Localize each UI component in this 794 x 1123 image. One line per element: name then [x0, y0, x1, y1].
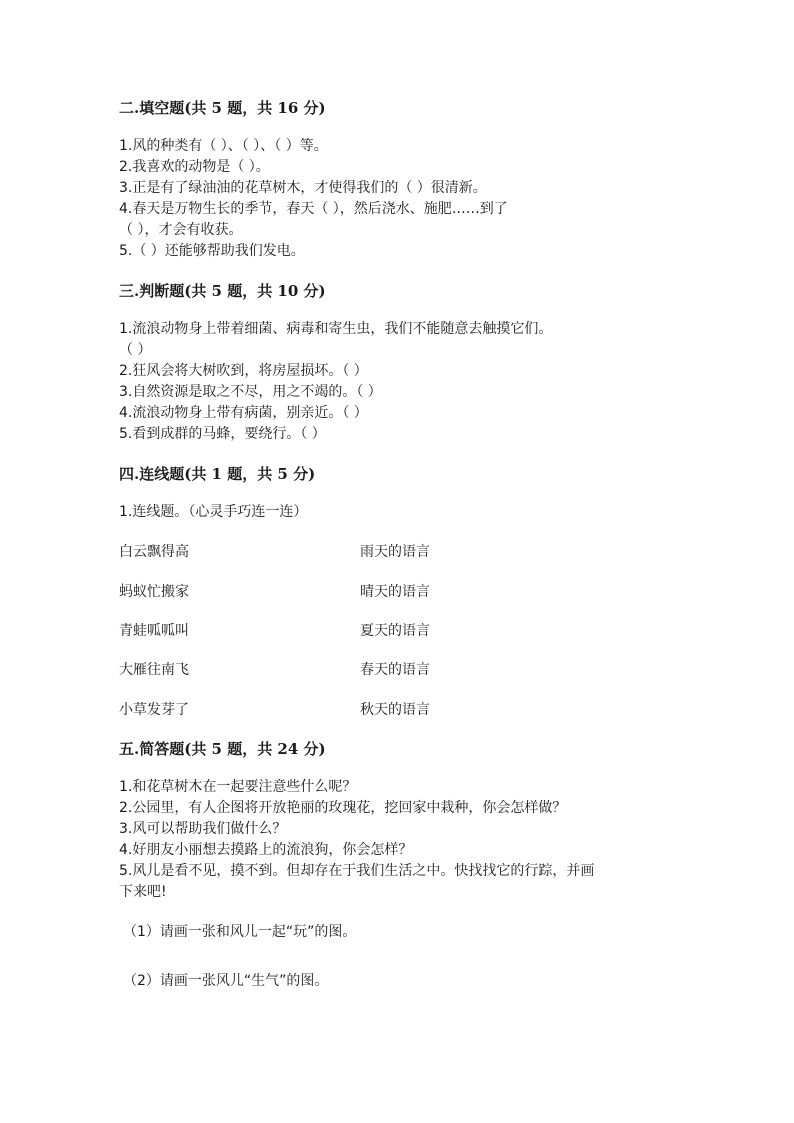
matching-right-item: 春天的语言 — [360, 662, 430, 678]
short-answer-line: 1.和花草树木在一起要注意些什么呢？ — [119, 779, 357, 795]
section-title-fill-blank: 二.填空题(共 5 题，共 16 分) — [119, 99, 326, 117]
short-answer-sub-item: （2）请画一张风儿“生气”的图。 — [123, 973, 329, 989]
short-answer-line: 5.风儿是看不见，摸不到。但却存在于我们生活之中。快找找它的行踪，并画 — [119, 863, 595, 879]
matching-prompt: 1.连线题。（心灵手巧连一连） — [119, 504, 308, 520]
short-answer-line: 3.风可以帮助我们做什么？ — [119, 821, 287, 837]
fill-blank-line: 2.我喜欢的动物是（ ）。 — [119, 159, 270, 175]
matching-left-item: 白云飘得高 — [119, 544, 189, 560]
short-answer-line: 下来吧! — [119, 884, 167, 900]
true-false-line: 1.流浪动物身上带着细菌、病毒和寄生虫，我们不能随意去触摸它们。 — [119, 321, 553, 337]
true-false-line: 3.自然资源是取之不尽，用之不竭的。（ ） — [119, 384, 382, 400]
section-title-short-answer: 五.简答题(共 5 题，共 24 分) — [119, 740, 326, 758]
short-answer-sub-item: （1）请画一张和风儿一起“玩”的图。 — [123, 924, 357, 940]
matching-right-item: 雨天的语言 — [360, 544, 430, 560]
matching-right-item: 秋天的语言 — [360, 702, 430, 718]
fill-blank-line: 1.风的种类有（ ）、（ ）、（ ）等。 — [119, 138, 328, 154]
matching-left-item: 小草发芽了 — [119, 702, 189, 718]
matching-left-item: 青蛙呱呱叫 — [119, 623, 189, 639]
matching-right-item: 晴天的语言 — [360, 584, 430, 600]
short-answer-line: 2.公园里，有人企图将开放艳丽的玫瑰花，挖回家中栽种，你会怎样做？ — [119, 800, 567, 816]
matching-left-item: 大雁往南飞 — [119, 662, 189, 678]
matching-left-item: 蚂蚁忙搬家 — [119, 584, 189, 600]
matching-right-item: 夏天的语言 — [360, 623, 430, 639]
fill-blank-line: 3.正是有了绿油油的花草树木，才使得我们的（ ）很清新。 — [119, 180, 487, 196]
fill-blank-line: 5.（ ）还能够帮助我们发电。 — [119, 243, 305, 259]
true-false-line: （ ） — [119, 342, 152, 358]
short-answer-line: 4.好朋友小丽想去摸路上的流浪狗，你会怎样？ — [119, 842, 413, 858]
true-false-line: 5.看到成群的马蜂，要绕行。（ ） — [119, 426, 326, 442]
section-title-matching: 四.连线题(共 1 题，共 5 分) — [119, 465, 316, 483]
section-title-true-false: 三.判断题(共 5 题，共 10 分) — [119, 282, 326, 300]
fill-blank-line: （ ），才会有收获。 — [119, 222, 243, 238]
fill-blank-line: 4.春天是万物生长的季节，春天（ ），然后浇水、施肥……到了 — [119, 201, 508, 217]
true-false-line: 4.流浪动物身上带有病菌，别亲近。（ ） — [119, 405, 368, 421]
true-false-line: 2.狂风会将大树吹到，将房屋损坏。（ ） — [119, 363, 368, 379]
